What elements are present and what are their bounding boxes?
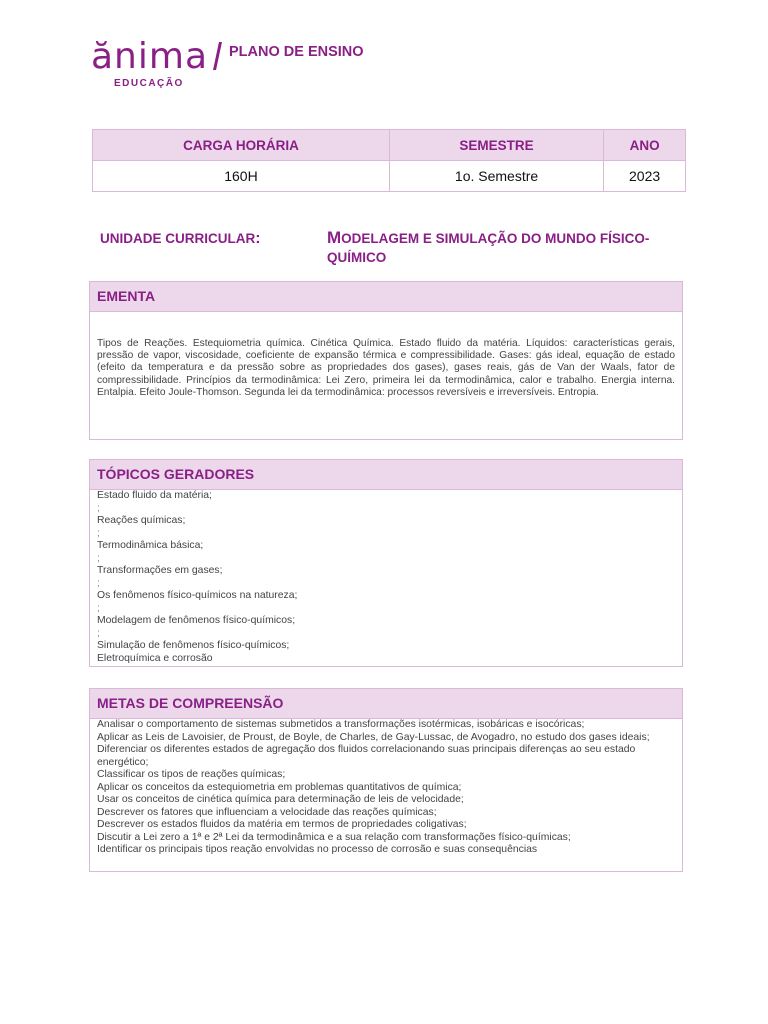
topicos-heading: TÓPICOS GERADORES <box>97 466 255 482</box>
logo-wordmark: ănima <box>91 36 209 77</box>
list-item: ; <box>97 552 100 564</box>
unidade-label-colon: : <box>255 230 261 247</box>
list-item: ; <box>97 527 100 539</box>
unidade-curricular-label <box>100 230 261 248</box>
metas-header <box>90 689 682 719</box>
list-item: Transformações em gases; <box>97 565 223 576</box>
list-item: Simulação de fenômenos físico-químicos; <box>97 640 290 651</box>
list-item: ; <box>97 627 100 639</box>
ementa-text: Tipos de Reações. Estequiometria química. Cinética Química. Estado fluido da matéria. Líquidos: características gerais, pressão de vapor, viscosidade, coeficiente de expansão térmica e compressibilidade. Gases: gás ideal, equação de estado (efeito da temperatura e da pressão sobre as propriedades dos gases), gases reais, gás de Van der Waals, fator de compressibilidade. Princípios da termodinâmica: Lei Zero, primeira lei da termodinâmica, calor e trabalho. Energia interna. Entalpia. Efeito Joule-Thomson. Segunda lei da termodinâmica: processos reversíveis e irreversíveis. Entropia. <box>97 338 675 398</box>
topicos-header <box>90 460 682 490</box>
metas-section <box>89 688 683 872</box>
unidade-title-rest: ODELAGEM E SIMULAÇÃO DO MUNDO FÍSICO-QUÍMICO <box>327 231 650 265</box>
list-item: Reações químicas; <box>97 515 186 526</box>
list-item: Identificar os principais tipos reação envolvidas no processo de corrosão e suas consequências <box>97 844 538 855</box>
header-semestre: SEMESTRE <box>389 130 603 161</box>
list-item: ; <box>97 602 100 614</box>
value-ano: 2023 <box>604 161 686 192</box>
info-table-header-row <box>93 130 686 161</box>
list-item: Aplicar os conceitos da estequiometria em problemas quantitativos de química; <box>97 781 462 793</box>
unidade-title-initial: M <box>327 228 342 247</box>
logo-slash-mark <box>213 42 222 70</box>
list-item: Descrever os fatores que influenciam a velocidade das reações químicas; <box>97 806 437 818</box>
list-item: Os fenômenos físico-químicos na natureza; <box>97 590 298 601</box>
info-table <box>92 129 686 192</box>
logo-subtitle: EDUCAÇÃO <box>114 78 184 89</box>
list-item: Diferenciar os diferentes estados de agregação dos fluidos correlacionando suas principais diferenças ao seu estado energético; <box>97 744 636 768</box>
topicos-section <box>89 459 683 667</box>
header-ano: ANO <box>604 130 686 161</box>
unidade-curricular-title <box>327 228 687 267</box>
list-item: Modelagem de fenômenos físico-químicos; <box>97 615 296 626</box>
ementa-heading: EMENTA <box>97 288 156 304</box>
value-carga-horaria: 160H <box>93 161 390 192</box>
list-item: Aplicar as Leis de Lavoisier, de Proust, de Boyle, de Charles, de Gay-Lussac, de Avogadro, no estudo dos gases ideais; <box>97 731 650 743</box>
metas-list <box>90 719 682 857</box>
list-item: Discutir a Lei zero a 1ª e 2ª Lei da termodinâmica e a sua relação com transformações físico-químicas; <box>97 831 571 843</box>
ementa-header <box>90 282 682 312</box>
list-item: Analisar o comportamento de sistemas submetidos a transformações isotérmicas, isobáricas e isocóricas; <box>97 719 585 730</box>
document-title: PLANO DE ENSINO <box>229 44 364 60</box>
anima-logo <box>91 38 221 92</box>
list-item: Descrever os estados fluidos da matéria em termos de propriedades coligativas; <box>97 819 467 830</box>
list-item: ; <box>97 502 100 514</box>
header-carga-horaria: CARGA HORÁRIA <box>93 130 390 161</box>
list-item: Termodinâmica básica; <box>97 540 204 551</box>
list-item: Usar os conceitos de cinética química para determinação de leis de velocidade; <box>97 794 464 805</box>
value-semestre: 1o. Semestre <box>389 161 603 192</box>
list-item: Eletroquímica e corrosão <box>97 652 213 664</box>
list-item: ; <box>97 577 100 589</box>
topicos-list <box>90 490 682 665</box>
list-item: Classificar os tipos de reações químicas; <box>97 769 286 780</box>
info-table-value-row <box>93 161 686 192</box>
list-item: Estado fluido da matéria; <box>97 490 212 501</box>
metas-heading: METAS DE COMPREENSÃO <box>97 695 284 711</box>
unidade-label-text: UNIDADE CURRICULAR <box>100 231 256 246</box>
ementa-section <box>89 281 683 440</box>
